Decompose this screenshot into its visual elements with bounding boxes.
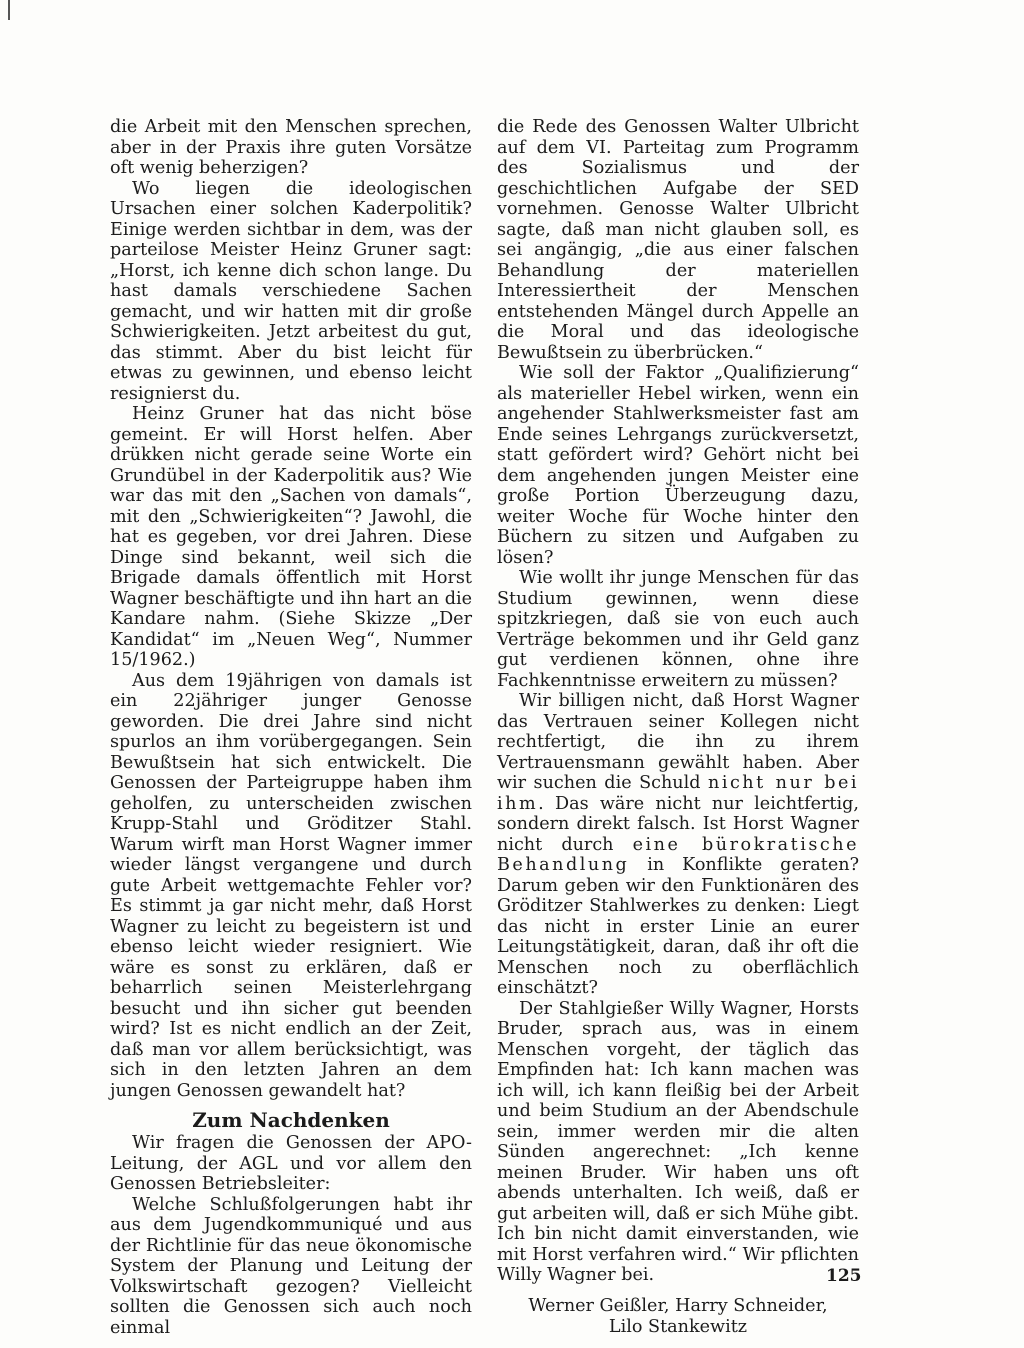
scan-mark xyxy=(8,0,10,20)
section-heading: Zum Nachdenken xyxy=(192,1108,390,1132)
author-signature xyxy=(497,1296,859,1338)
paragraph: Wir fragen die Genossen der APO-Leitung, der AGL und vor allem den Genossen Betriebsleiter: xyxy=(110,1133,472,1194)
paragraph: die Arbeit mit den Menschen sprechen, aber in der Praxis ihre guten Vorsätze oft wenig beherzigen? xyxy=(110,117,472,178)
paragraph: Wo liegen die ideologischen Ursachen einer solchen Kaderpolitik? Einige werden sichtbar in dem, was der parteilose Meister Heinz Gruner sagt: „Horst, ich kenne dich schon lange. Du hast damals verschiedene Sachen gemacht, und wir hatten mit dir große Schwierigkeiten. Jetzt arbeitest du gut, das stimmt. Aber du bist leicht für etwas zu gewinnen, und ebenso leicht resignierst du. xyxy=(110,178,472,404)
paragraph: Wie wollt ihr junge Menschen für das Studium gewinnen, wenn diese spitzkriegen, daß sie von euch auch Verträge bekommen und ihr Geld ganz gut verdienen können, ohne ihre Fachkenntnisse erweitern zu müssen? xyxy=(497,568,859,691)
paragraph: Der Stahlgießer Willy Wagner, Horsts Bruder, sprach aus, was in einem Menschen vorgeht, der täglich das Empfinden hat: Ich kann machen was ich will, ich kann fleißig bei der Arbeit und beim Studium an der Abendschule sein, immer werden mir die alten Sünden angerechnet: „Ich kenne meinen Bruder. Wir haben uns oft abends unterhalten. Ich weiß, daß er gut arbeiten will, daß er sich Mühe gibt. Ich bin nicht damit einverstanden, wie mit Horst verfahren wird.“ Wir pflichten Willy Wagner bei. xyxy=(497,998,859,1285)
paragraph xyxy=(497,691,859,999)
paragraph: Aus dem 19jährigen von damals ist ein 22jähriger junger Genosse geworden. Die drei Jahre sind nicht spurlos an ihm vorübergegangen. Sein Bewußtsein hat sich entwickelt. Die Genossen der Parteigruppe haben ihm geholfen, zu unterscheiden zwischen Krupp-Stahl und Gröditzer Stahl. Warum wirft man Horst Wagner immer wieder längst vergangene und durch gute Arbeit wettgemachte Fehler vor? Es stimmt ja gar nicht mehr, daß Horst Wagner zu leicht zu begeistern ist und ebenso leicht wieder resigniert. Wie wäre es sonst zu erklären, daß er beharrlich seinen Meisterlehrgang besucht und ihn sicher gut beenden wird? Ist es nicht endlich an der Zeit, daß man vor allem berücksichtigt, was sich in den letzten Jahren an dem jungen Genossen gewandelt hat? xyxy=(110,670,472,1101)
paragraph: Welche Schlußfolgerungen habt ihr aus dem Jugendkommuniqué und aus der Richtlinie für das neue ökonomische System der Planung und Leitung der Volkswirtschaft gezogen? Vielleicht sollten die Genossen sich auch noch einmal xyxy=(110,1194,472,1338)
page-number: 125 xyxy=(826,1266,862,1286)
authors-line: Werner Geißler, Harry Schneider, xyxy=(528,1295,828,1316)
text-run: in Konflikte geraten? Darum geben wir den Funktionären des Gröditzer Stahlwerkes zu denken: Liegt das nicht in erster Linie an eurer Leitungstätigkeit, daran, daß ihr oft die Menschen noch zu oberflächlich einschätzt? xyxy=(497,855,859,998)
text-run: . Das wäre nicht nur leichtfertig, sondern direkt falsch. Ist Horst Wagner nicht durch xyxy=(497,793,859,855)
text-run: Wir billigen nicht, daß Horst Wagner das Vertrauen seiner Kollegen nicht rechtfertigt, die ihn zu ihrem Vertrauensmann gewählt haben. Aber wir suchen die Schuld xyxy=(497,691,859,793)
authors-line: Lilo Stankewitz xyxy=(608,1316,748,1337)
paragraph: Heinz Gruner hat das nicht böse gemeint. Er will Horst helfen. Aber drükken nicht gerade seine Worte ein Grundübel in der Kaderpolitik aus? Wie war das mit den „Sachen von damals“, mit den „Schwierigkeiten“? Jawohl, die hat es gegeben, vor drei Jahren. Diese Dinge sind bekannt, weil sich die Brigade damals öffentlich mit Horst Wagner beschäftigte und ihn hart an die Kandare nahm. (Siehe Skizze „Der Kandidat“ im „Neuen Weg“, Nummer 15/1962.) xyxy=(110,404,472,670)
emphasized-text: nicht nur bei ihm xyxy=(497,773,859,814)
emphasized-text: eine bürokratische Behandlung xyxy=(497,834,859,875)
paragraph: Wie soll der Faktor „Qualifizierung“ als materieller Hebel wirken, wenn ein angehender Stahlwerksmeister fast am Ende seines Lehrgangs zurückversetzt, statt gefördert wird? Gehört nicht bei dem angehenden jungen Meister eine große Portion Überzeugung dazu, weiter Woche für Woche hinter den Büchern zu sitzen und Aufgaben zu lösen? xyxy=(497,363,859,568)
right-column xyxy=(497,117,859,1338)
left-column xyxy=(110,117,472,1338)
paragraph: die Rede des Genossen Walter Ulbricht auf dem VI. Parteitag zum Programm des Sozialismus und der geschichtlichen Aufgabe der SED vornehmen. Genosse Walter Ulbricht sagte, daß man nicht glauben soll, es sei angängig, „die aus einer falschen Behandlung der materiellen Interessiertheit der Menschen entstehenden Mängel durch Appelle an die Moral und das ideologische Bewußtsein zu überbrücken.“ xyxy=(497,117,859,363)
